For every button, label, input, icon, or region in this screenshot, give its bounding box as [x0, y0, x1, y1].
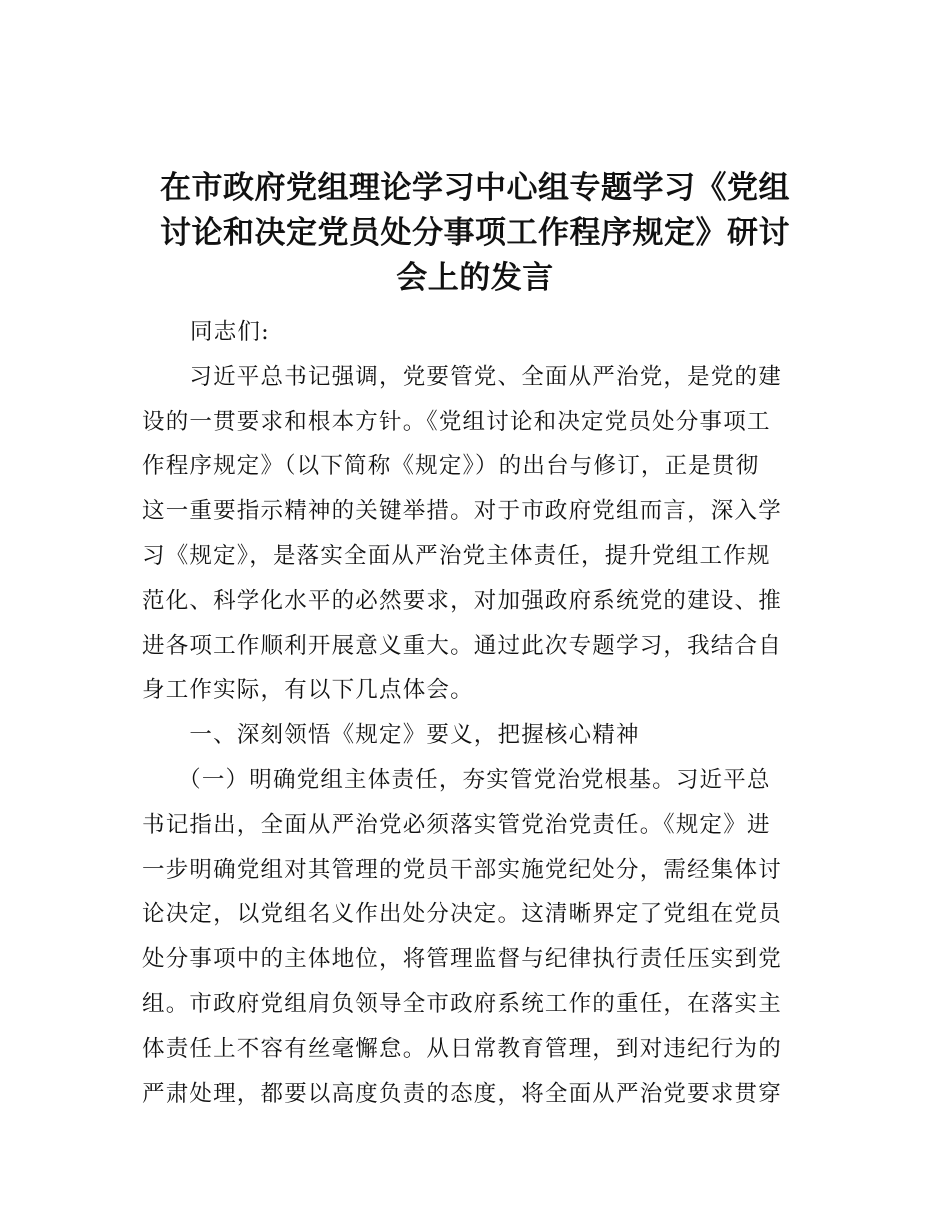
paragraph-line: 作程序规定》（以下简称《规定》）的出台与修订，正是贯彻	[142, 453, 760, 480]
paragraph-line: 体责任上不容有丝毫懈怠。从日常教育管理，到对违纪行为的	[142, 1035, 782, 1062]
document-title	[140, 166, 810, 301]
paragraph-line: （一）明确党组主体责任，夯实管党治党根基。习近平总	[142, 766, 771, 793]
paragraph-line: 设的一贯要求和根本方针。《党组讨论和决定党员处分事项工	[142, 408, 771, 435]
paragraph-line: 严肃处理，都要以高度负责的态度，将全面从严治党要求贯穿	[142, 1080, 782, 1107]
paragraph-line: 进各项工作顺利开展意义重大。通过此次专题学习，我结合自	[142, 632, 782, 659]
paragraph-intro	[142, 355, 810, 713]
paragraph-line: 书记指出，全面从严治党必须落实管党治党责任。《规定》进	[142, 811, 771, 838]
document-body	[142, 310, 810, 1116]
title-line: 在市政府党组理论学习中心组专题学习《党组	[160, 170, 790, 206]
title-line: 会上的发言	[396, 260, 554, 296]
paragraph-line: 处分事项中的主体地位，将管理监督与纪律执行责任压实到党	[142, 946, 782, 973]
paragraph-line: 身工作实际，有以下几点体会。	[142, 677, 474, 704]
paragraph-line: 组。市政府党组肩负领导全市政府系统工作的重任，在落实主	[142, 990, 782, 1017]
section-heading	[142, 713, 810, 758]
title-line: 讨论和决定党员处分事项工作程序规定》研讨	[160, 215, 790, 251]
paragraph-line: 一步明确党组对其管理的党员干部实施党纪处分，需经集体讨	[142, 856, 782, 883]
paragraph-subsection	[142, 758, 810, 1116]
salutation-text: 同志们:	[190, 319, 270, 345]
paragraph-line: 这一重要指示精神的关键举措。对于市政府党组而言，深入学	[142, 498, 782, 525]
paragraph-line: 习《规定》，是落实全面从严治党主体责任，提升党组工作规	[142, 542, 771, 569]
paragraph-line: 范化、科学化水平的必然要求，对加强政府系统党的建设、推	[142, 587, 782, 614]
section-heading-text: 一、深刻领悟《规定》要义，把握核心精神	[142, 722, 640, 749]
paragraph-line: 习近平总书记强调，党要管党、全面从严治党，是党的建	[142, 363, 782, 390]
paragraph-line: 论决定，以党组名义作出处分决定。这清晰界定了党组在党员	[142, 901, 782, 928]
salutation	[142, 310, 810, 355]
